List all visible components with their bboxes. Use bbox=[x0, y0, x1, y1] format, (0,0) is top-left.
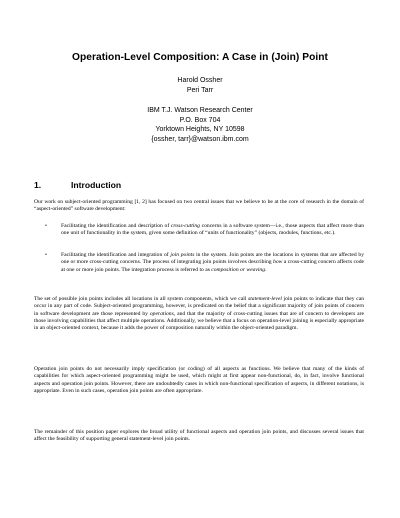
bullet-icon: • bbox=[45, 252, 47, 258]
body-paragraph: Operation join points do not necessarily imply specification (or coding) of all aspects as functions. We believe that many of the kinds of capabilities for which aspect-oriented programming might be used, which might at first appear non-functional, do, in fact, involve functional aspects and operation join points. However, there are undoubtedly cases in which non-functional specification of aspects, in different notations, is appropriate. Even in such cases, operation join points are often appropriate. bbox=[34, 366, 364, 394]
body-paragraph: The set of possible join points includes all locations in all system components, which we call statement-level join points to indicate that they can occur in any part of code. Subject-oriented programming, however, is predicated on the belief that a significant majority of join points of concern in software development are those represented by operations, and that the majority of cross-cutting issues that are of concern to developers are those involving capabilities that affect multiple operations. Additionally, we believe that a focus on operation-level joining is especially appropriate in an object-oriented context, because it adds the power of composition naturally within the object-oriented paradigm. bbox=[34, 296, 364, 331]
affiliation-line: IBM T.J. Watson Research Center bbox=[147, 107, 253, 114]
affiliation-email: {ossher, tarr}@watson.ibm.com bbox=[151, 135, 249, 143]
affiliation-line: P.O. Box 704 bbox=[179, 116, 221, 124]
author-name: Harold Ossher bbox=[177, 77, 223, 84]
section-heading bbox=[34, 180, 121, 190]
affiliation-line: Yorktown Heights, NY 10598 bbox=[155, 126, 245, 134]
paper-title: Operation-Level Composition: A Case in (Join) Point bbox=[72, 52, 328, 63]
bullet-item bbox=[47, 223, 364, 238]
section-title: Introduction bbox=[71, 180, 122, 190]
bullet-item bbox=[47, 252, 364, 274]
author-name: Peri Tarr bbox=[186, 86, 214, 94]
intro-paragraph: Our work on subject-oriented programming [1, 2] has focused on two central issues that we believe to be at the core of research in the domain of “aspect-oriented” software development: bbox=[34, 199, 364, 213]
bullet-text: Facilitating the identification and description of cross-cutting concerns in a software system—i.e., those aspects that affect more than one unit of functionality in the system, given some definition of “units of functionality” (objects, modules, functions, etc.). bbox=[61, 223, 364, 237]
affiliation-block bbox=[0, 106, 400, 144]
body-paragraph: The remainder of this position paper explores the broad utility of functional aspects and operation join points, and discusses several issues that affect the feasibility of supporting general statement-level join points. bbox=[34, 429, 364, 443]
section-number: 1. bbox=[34, 180, 42, 190]
bullet-icon: • bbox=[45, 223, 47, 229]
author-list bbox=[0, 76, 400, 95]
bullet-text: Facilitating the identification and integration of join points in the system. Join points are the locations in systems that are affected by one or more cross-cutting concerns. The process of integrating join points involves describing how a cross-cutting concern affects code at one or more join points. The integration process is referred to as composition or weaving. bbox=[61, 252, 365, 273]
